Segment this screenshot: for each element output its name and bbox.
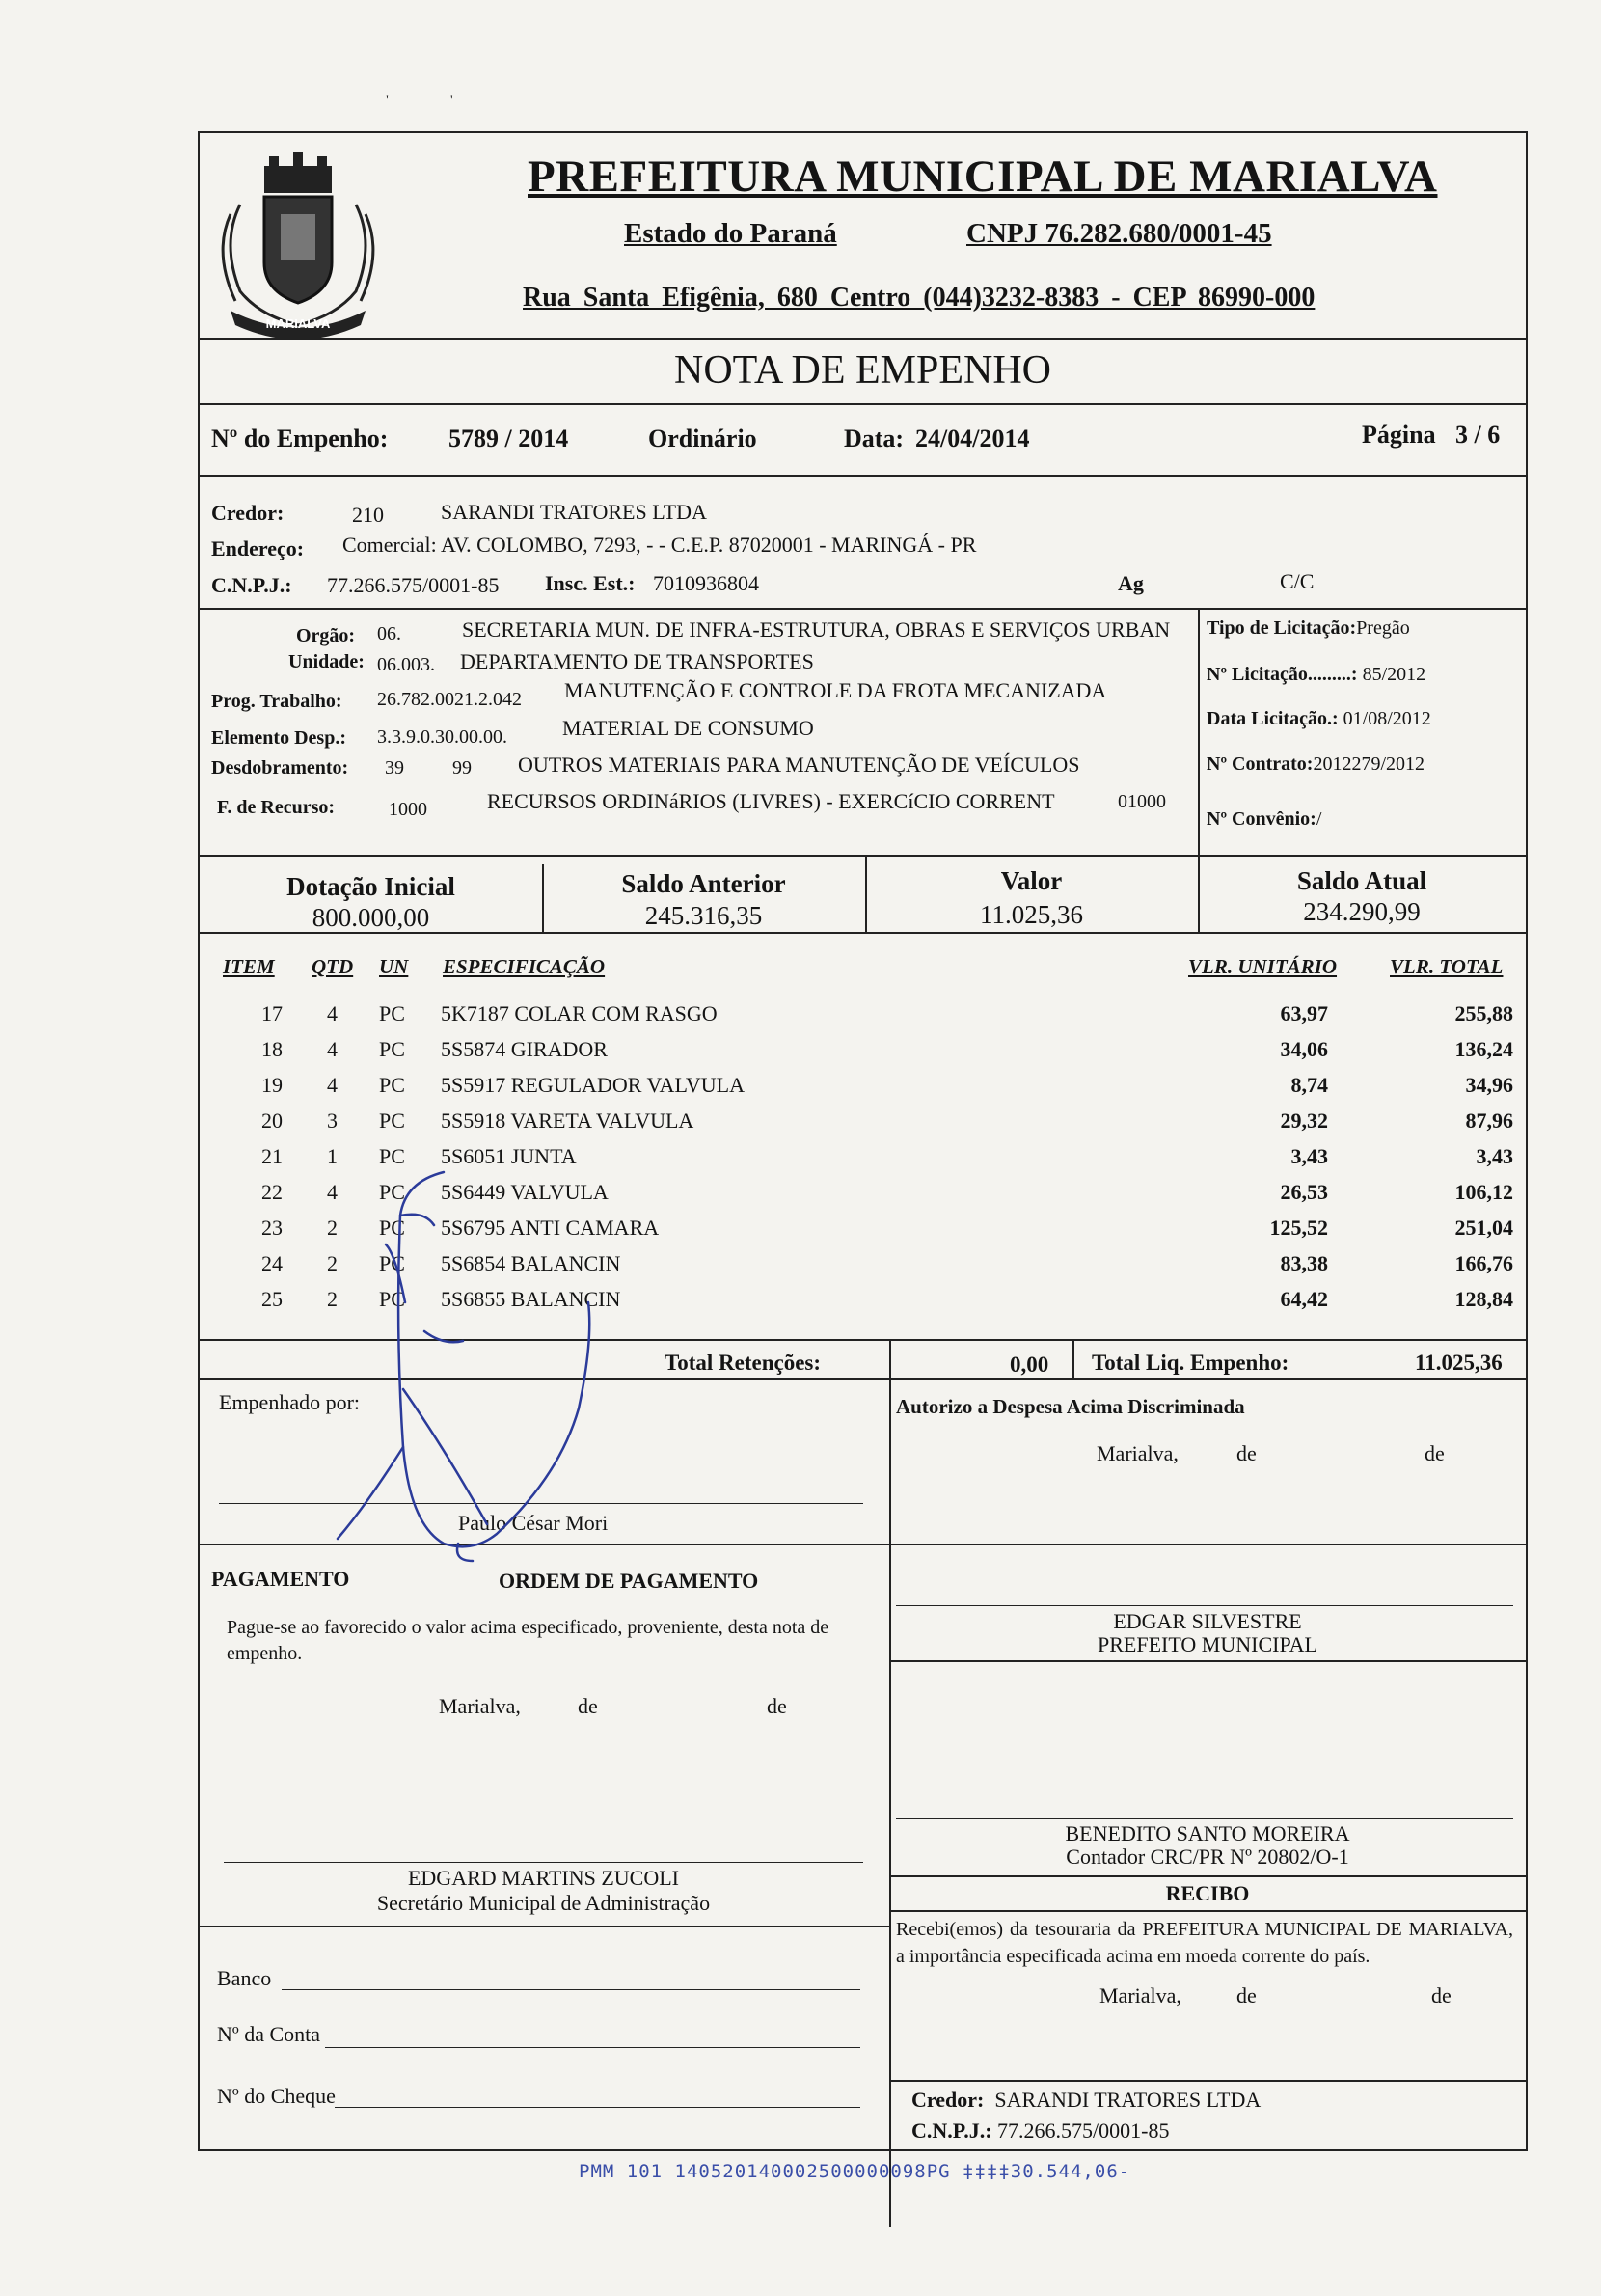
unidade-code: 06.003. — [377, 654, 435, 675]
creditor-account-label: C/C — [1280, 569, 1315, 593]
orgao-code: 06. — [377, 623, 401, 644]
item-number: 20 — [261, 1108, 283, 1133]
nota-de-empenho-form — [198, 131, 1528, 2151]
valor-label: Valor — [1000, 866, 1063, 895]
total-retencoes-label: Total Retenções: — [665, 1351, 822, 1375]
pagamento-de-2: de — [767, 1694, 787, 1718]
pagamento-text: Pague-se ao favorecido o valor acima especificado, proveniente, desta nota de empenho. — [227, 1617, 829, 1664]
item-unit: PC — [379, 1180, 405, 1204]
item-unit-price: 8,74 — [1290, 1073, 1328, 1097]
col-un: UN — [379, 955, 409, 978]
recurso-code-2: 01000 — [1118, 791, 1166, 812]
empenho-number-label: Nº do Empenho: — [211, 424, 389, 452]
item-qtd: 4 — [327, 1037, 338, 1061]
recibo-title: RECIBO — [1165, 1881, 1250, 1905]
page-label: Página — [1362, 421, 1436, 449]
elemento-code: 3.3.9.0.30.00.00. — [377, 726, 507, 748]
pagamento-city: Marialva, — [439, 1694, 521, 1718]
desdobramento-subcode: 99 — [452, 757, 472, 779]
orgao-label: Orgão: — [296, 625, 356, 646]
municipality-address: Rua Santa Efigênia, 680 Centro (044)3232-8383 - CEP 86990-000 — [523, 283, 1316, 313]
item-number: 22 — [261, 1180, 283, 1204]
item-number: 24 — [261, 1251, 283, 1275]
city-crest-logo — [211, 147, 385, 340]
autorizo-de-2: de — [1425, 1441, 1445, 1465]
unidade-name: DEPARTAMENTO DE TRANSPORTES — [460, 649, 814, 673]
num-licitacao: 85/2012 — [1362, 664, 1426, 685]
item-unit-price: 34,06 — [1280, 1037, 1328, 1061]
recibo-de-1: de — [1236, 1983, 1257, 2008]
item-description: 5S6449 VALVULA — [441, 1180, 609, 1204]
svg-text:MARIALVA: MARIALVA — [265, 316, 331, 331]
municipality-title: PREFEITURA MUNICIPAL DE MARIALVA — [528, 151, 1438, 202]
col-qtd: QTD — [312, 955, 354, 978]
pagamento-de-1: de — [578, 1694, 598, 1718]
empenho-kind: Ordinário — [648, 424, 757, 452]
footer-barcode-code: PMM 101 140520140002500000098PG ‡‡‡‡30.544,06- — [579, 2161, 1131, 2182]
state-name: Estado do Paraná — [624, 218, 837, 249]
item-qtd: 2 — [327, 1251, 338, 1275]
item-description: 5S5917 REGULADOR VALVULA — [441, 1073, 745, 1097]
item-total: 166,76 — [1454, 1251, 1513, 1275]
item-description: 5K7187 COLAR COM RASGO — [441, 1001, 718, 1025]
creditor-name: SARANDI TRATORES LTDA — [441, 500, 707, 524]
conta-label: Nº da Conta — [217, 2022, 321, 2046]
item-description: 5S6795 ANTI CAMARA — [441, 1216, 660, 1240]
item-unit: PC — [379, 1001, 405, 1025]
secretario-role: Secretário Municipal de Administração — [376, 1891, 711, 1915]
num-licitacao-label: Nº Licitação.........: — [1207, 664, 1358, 685]
item-description: 5S6855 BALANCIN — [441, 1287, 621, 1311]
item-unit-price: 26,53 — [1280, 1180, 1328, 1204]
item-number: 21 — [261, 1144, 283, 1168]
saldo-anterior-label: Saldo Anterior — [621, 869, 786, 898]
table-row — [200, 1180, 1526, 1216]
item-qtd: 2 — [327, 1287, 338, 1311]
item-unit: PC — [379, 1037, 405, 1061]
autorizo-de-1: de — [1236, 1441, 1257, 1465]
item-unit: PC — [379, 1108, 405, 1133]
item-description: 5S5874 GIRADOR — [441, 1037, 608, 1061]
prog-label: Prog. Trabalho: — [211, 691, 342, 712]
recibo-cnpj-label: C.N.P.J.: — [911, 2118, 992, 2143]
contrato-label: Nº Contrato: — [1207, 753, 1314, 775]
prefeito-name: EDGAR SILVESTRE — [1113, 1609, 1302, 1633]
item-total: 251,04 — [1454, 1216, 1513, 1240]
col-vlr-total: VLR. TOTAL — [1390, 955, 1504, 978]
pagamento-title: PAGAMENTO — [211, 1567, 350, 1591]
item-qtd: 3 — [327, 1108, 338, 1133]
creditor-insc: 7010936804 — [653, 571, 759, 595]
item-number: 17 — [261, 1001, 283, 1025]
creditor-label: Credor: — [211, 501, 285, 525]
contrato-number: 2012279/2012 — [1313, 753, 1425, 775]
prefeito-role: PREFEITO MUNICIPAL — [1098, 1632, 1317, 1656]
recurso-code: 1000 — [389, 799, 427, 820]
item-unit-price: 3,43 — [1290, 1144, 1328, 1168]
item-total: 3,43 — [1476, 1144, 1513, 1168]
recibo-credor-label: Credor: — [911, 2088, 985, 2112]
dotacao-label: Dotação Inicial — [286, 872, 455, 901]
item-unit: PC — [379, 1287, 405, 1311]
empenho-number: 5789 / 2014 — [448, 424, 569, 452]
table-row — [200, 1144, 1526, 1180]
recurso-name: RECURSOS ORDINáRIOS (LIVRES) - EXERCíCIO CORRENT — [487, 789, 1055, 813]
item-qtd: 4 — [327, 1073, 338, 1097]
item-unit-price: 83,38 — [1280, 1251, 1328, 1275]
desdobramento-label: Desdobramento: — [211, 757, 349, 779]
empenhado-por-label: Empenhado por: — [219, 1390, 361, 1414]
orgao-name: SECRETARIA MUN. DE INFRA-ESTRUTURA, OBRAS E SERVIÇOS URBAN — [462, 617, 1171, 642]
item-number: 25 — [261, 1287, 283, 1311]
item-total: 128,84 — [1454, 1287, 1513, 1311]
contador-role: Contador CRC/PR Nº 20802/O-1 — [1066, 1845, 1349, 1869]
recurso-label: F. de Recurso: — [217, 797, 336, 818]
elemento-label: Elemento Desp.: — [211, 727, 346, 749]
convenio-number: / — [1316, 808, 1322, 830]
table-row — [200, 1001, 1526, 1037]
creditor-insc-label: Insc. Est.: — [545, 571, 636, 595]
table-row — [200, 1287, 1526, 1323]
ordem-pagamento-title: ORDEM DE PAGAMENTO — [499, 1569, 759, 1593]
empenho-date: 24/04/2014 — [915, 424, 1030, 452]
table-row — [200, 1108, 1526, 1144]
unidade-label: Unidade: — [288, 651, 365, 672]
autorizo-city: Marialva, — [1097, 1441, 1179, 1465]
col-vlr-unitario: VLR. UNITÁRIO — [1188, 955, 1338, 978]
prog-name: MANUTENÇÃO E CONTROLE DA FROTA MECANIZADA — [564, 678, 1107, 702]
col-item: ITEM — [223, 955, 275, 978]
item-qtd: 1 — [327, 1144, 338, 1168]
item-description: 5S6051 JUNTA — [441, 1144, 577, 1168]
item-description: 5S6854 BALANCIN — [441, 1251, 621, 1275]
municipality-cnpj: CNPJ 76.282.680/0001-45 — [966, 218, 1272, 249]
tipo-licitacao-label: Tipo de Licitação: — [1207, 617, 1357, 639]
creditor-cnpj-label: C.N.P.J.: — [211, 573, 292, 597]
tipo-licitacao: Pregão — [1356, 617, 1410, 639]
scan-mark: ' ' — [386, 93, 453, 109]
document-type-title: NOTA DE EMPENHO — [674, 348, 1051, 393]
empenho-date-label: Data: — [844, 424, 905, 452]
data-licitacao: 01/08/2012 — [1343, 708, 1431, 729]
item-total: 87,96 — [1465, 1108, 1513, 1133]
item-number: 19 — [261, 1073, 283, 1097]
recibo-credor: SARANDI TRATORES LTDA — [994, 2088, 1262, 2112]
cheque-label: Nº do Cheque — [217, 2084, 336, 2108]
recibo-city: Marialva, — [1099, 1983, 1181, 2008]
item-total: 106,12 — [1454, 1180, 1513, 1204]
desdobramento-code: 39 — [385, 757, 404, 779]
convenio-label: Nº Convênio: — [1207, 808, 1316, 830]
desdobramento-name: OUTROS MATERIAIS PARA MANUTENÇÃO DE VEÍCULOS — [518, 752, 1080, 777]
total-liquido-label: Total Liq. Empenho: — [1092, 1351, 1289, 1375]
total-retencoes-value: 0,00 — [1010, 1353, 1049, 1377]
table-row — [200, 1251, 1526, 1287]
item-unit-price: 29,32 — [1280, 1108, 1328, 1133]
saldo-atual-label: Saldo Atual — [1296, 866, 1427, 895]
creditor-cnpj: 77.266.575/0001-85 — [327, 573, 500, 597]
item-total: 255,88 — [1454, 1001, 1513, 1025]
saldo-anterior-value: 245.316,35 — [644, 901, 763, 930]
table-row — [200, 1037, 1526, 1073]
empenhado-por-name: Paulo César Mori — [458, 1511, 609, 1535]
saldo-atual-value: 234.290,99 — [1303, 897, 1421, 926]
data-licitacao-label: Data Licitação.: — [1207, 708, 1339, 729]
creditor-address-label: Endereço: — [211, 536, 305, 560]
valor-value: 11.025,36 — [980, 900, 1083, 929]
item-qtd: 2 — [327, 1216, 338, 1240]
creditor-address: Comercial: AV. COLOMBO, 7293, - - C.E.P. 87020001 - MARINGÁ - PR — [342, 533, 977, 557]
item-unit: PC — [379, 1144, 405, 1168]
table-row — [200, 1073, 1526, 1108]
item-qtd: 4 — [327, 1180, 338, 1204]
item-unit: PC — [379, 1073, 405, 1097]
item-qtd: 4 — [327, 1001, 338, 1025]
item-unit: PC — [379, 1251, 405, 1275]
col-especificacao: ESPECIFICAÇÃO — [443, 955, 606, 978]
item-total: 136,24 — [1454, 1037, 1513, 1061]
prog-code: 26.782.0021.2.042 — [377, 689, 522, 710]
item-unit-price: 125,52 — [1269, 1216, 1328, 1240]
dotacao-value: 800.000,00 — [312, 903, 430, 932]
item-unit-price: 64,42 — [1280, 1287, 1328, 1311]
items-table — [200, 1001, 1526, 1464]
item-number: 18 — [261, 1037, 283, 1061]
item-unit: PC — [379, 1216, 405, 1240]
total-liquido-value: 11.025,36 — [1415, 1351, 1503, 1375]
autorizo-title: Autorizo a Despesa Acima Discriminada — [896, 1395, 1245, 1418]
banco-label: Banco — [217, 1966, 272, 1990]
recibo-text: Recebi(emos) da tesouraria da PREFEITURA MUNICIPAL DE MARIALVA, a importância especificada acima em moeda corrente do país. — [896, 1919, 1513, 1967]
item-description: 5S5918 VARETA VALVULA — [441, 1108, 694, 1133]
table-row — [200, 1216, 1526, 1251]
elemento-name: MATERIAL DE CONSUMO — [562, 716, 814, 740]
item-total: 34,96 — [1465, 1073, 1513, 1097]
page-number: 3 / 6 — [1455, 421, 1501, 449]
creditor-agency-label: Ag — [1118, 571, 1144, 595]
secretario-name: EDGARD MARTINS ZUCOLI — [407, 1866, 679, 1890]
creditor-code: 210 — [352, 503, 384, 527]
item-number: 23 — [261, 1216, 283, 1240]
item-unit-price: 63,97 — [1280, 1001, 1328, 1025]
contador-name: BENEDITO SANTO MOREIRA — [1065, 1821, 1350, 1845]
recibo-de-2: de — [1431, 1983, 1452, 2008]
recibo-cnpj: 77.266.575/0001-85 — [997, 2118, 1170, 2143]
